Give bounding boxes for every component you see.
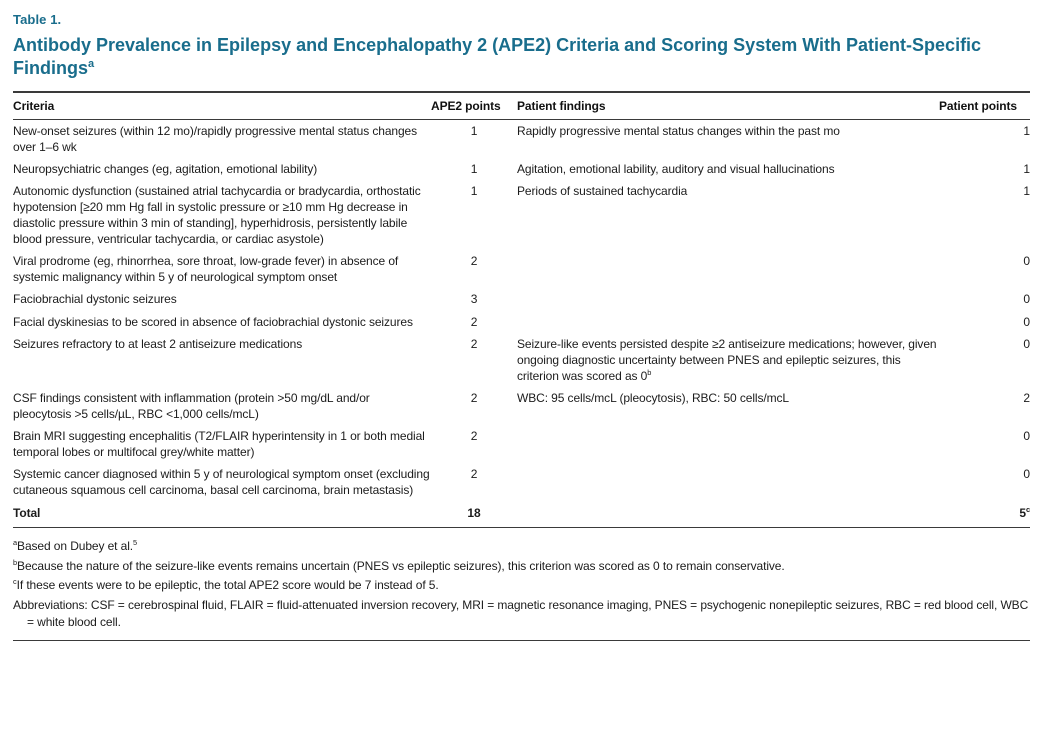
- table-row: [13, 288, 1030, 310]
- patient-findings-cell: [517, 463, 939, 501]
- column-header-patient-findings: Patient findings: [517, 92, 939, 120]
- total-patient-points-cell: [939, 501, 1030, 528]
- criteria-cell: Systemic cancer diagnosed within 5 y of neurological symptom onset (excluding cutaneous squamous cell carcinoma, basal cell carcinoma, brain metastasis): [13, 467, 430, 498]
- table-title: [13, 34, 998, 81]
- column-header-patient-points: Patient points: [939, 92, 1030, 120]
- criteria-cell: Seizures refractory to at least 2 antiseizure medications: [13, 336, 303, 351]
- table-row: [13, 311, 1030, 333]
- patient-findings-cell: Agitation, emotional lability, auditory and visual hallucinations: [517, 161, 835, 176]
- criteria-cell: Facial dyskinesias to be scored in absence of faciobrachial dystonic seizures: [13, 314, 413, 329]
- footnote-marker-b: b: [647, 367, 652, 377]
- ape2-points-cell: 1: [470, 184, 478, 199]
- title-footnote-marker: a: [88, 58, 95, 71]
- patient-findings-cell: [517, 250, 939, 288]
- patient-points-cell: 0: [1023, 254, 1030, 269]
- column-header-criteria: Criteria: [13, 92, 431, 120]
- total-label-cell: Total: [13, 501, 431, 528]
- table-row: [13, 180, 1030, 250]
- criteria-cell: New-onset seizures (within 12 mo)/rapidly progressive mental status changes over 1–6 wk: [13, 123, 418, 154]
- criteria-cell: Brain MRI suggesting encephalitis (T2/FLAIR hyperintensity in 1 or both medial temporal lobes or multifocal grey/white matter): [13, 429, 425, 460]
- total-ape2-points-cell: 18: [431, 501, 517, 528]
- table-title-text: Antibody Prevalence in Epilepsy and Encephalopathy 2 (APE2) Criteria and Scoring System With Patient-Specific Findings: [13, 35, 982, 79]
- footnote-c: [13, 577, 1030, 594]
- criteria-cell: Autonomic dysfunction (sustained atrial tachycardia or bradycardia, orthostatic hypotension [≥20 mm Hg fall in systolic pressure or ≥10 mm Hg decrease in diastolic pressure within 3 min of standing], hyperhidrosis, persistently labile blood pressure, ventricular tachycardia, or cardiac asystole): [13, 184, 421, 247]
- footnote-b-text: Because the nature of the seizure-like events remains uncertain (PNES vs epileptic seizures), this criterion was scored as 0 to remain conservative.: [17, 558, 785, 573]
- patient-findings-cell: WBC: 95 cells/mcL (pleocytosis), RBC: 50 cells/mcL: [517, 390, 789, 405]
- table-header: [13, 92, 1030, 120]
- table-row: [13, 158, 1030, 180]
- table-total-row: [13, 501, 1030, 528]
- patient-points-cell: 1: [1023, 184, 1030, 199]
- table-header-row: [13, 92, 1030, 120]
- patient-findings-cell: [517, 333, 939, 387]
- ape2-points-cell: 1: [470, 123, 478, 138]
- patient-findings-cell: Rapidly progressive mental status changes within the past mo: [517, 123, 840, 138]
- footnote-c-text: If these events were to be epileptic, the total APE2 score would be 7 instead of 5.: [16, 578, 439, 593]
- table-row: [13, 119, 1030, 158]
- table-row: [13, 463, 1030, 501]
- table-body: [13, 119, 1030, 528]
- patient-points-cell: 0: [1023, 429, 1030, 444]
- patient-points-cell: 1: [1023, 161, 1030, 176]
- ape2-points-cell: 3: [470, 292, 478, 307]
- figure-bottom-rule: [13, 640, 1030, 641]
- patient-points-cell: 0: [1023, 336, 1030, 351]
- patient-findings-cell: [517, 288, 939, 310]
- footnote-b: [13, 558, 1030, 575]
- total-findings-cell: [517, 501, 939, 528]
- footnote-c-marker: c: [13, 577, 17, 587]
- criteria-cell: Neuropsychiatric changes (eg, agitation, emotional lability): [13, 161, 318, 176]
- patient-points-cell: 0: [1023, 292, 1030, 307]
- patient-points-cell: 2: [1023, 390, 1030, 405]
- ape2-points-cell: 2: [470, 254, 478, 269]
- ape2-points-cell: 2: [470, 429, 478, 444]
- table-row: [13, 387, 1030, 425]
- patient-points-cell: 0: [1023, 314, 1030, 329]
- patient-findings-cell: [517, 425, 939, 463]
- criteria-cell: Viral prodrome (eg, rhinorrhea, sore throat, low-grade fever) in absence of systemic malignancy within 5 y of neurological symptom onset: [13, 254, 399, 285]
- ape2-points-cell: 2: [470, 390, 478, 405]
- ape2-points-cell: 2: [470, 336, 478, 351]
- ape2-points-cell: 2: [470, 314, 478, 329]
- column-header-ape2-points: APE2 points: [431, 92, 517, 120]
- table-row: [13, 333, 1030, 387]
- reference-marker-5: 5: [133, 538, 138, 548]
- footnote-abbreviations-text: Abbreviations: CSF = cerebrospinal fluid, FLAIR = fluid-attenuated inversion recovery, MRI = magnetic resonance imaging, PNES = psychogenic nonepileptic seizures, RBC = red blood cell, WBC = white blood cell.: [13, 597, 1029, 629]
- patient-points-cell: 0: [1023, 467, 1030, 482]
- footnote-abbreviations: [13, 597, 1030, 632]
- criteria-cell: CSF findings consistent with inflammation (protein >50 mg/dL and/or pleocytosis >5 cells/µL, RBC <1,000 cells/mcL): [13, 390, 370, 421]
- criteria-cell: Faciobrachial dystonic seizures: [13, 292, 177, 307]
- ape2-points-cell: 2: [470, 467, 478, 482]
- table-row: [13, 425, 1030, 463]
- footnotes-section: [13, 538, 1030, 631]
- patient-findings-text: Seizure-like events persisted despite ≥2 antiseizure medications; however, given ongoing diagnostic uncertainty between PNES and epileptic seizures, this criterion was scored as 0: [517, 336, 937, 383]
- ape2-points-cell: 1: [470, 161, 478, 176]
- footnote-a-text: Based on Dubey et al.: [17, 539, 134, 554]
- patient-points-cell: 1: [1023, 123, 1030, 138]
- ape2-criteria-table: [13, 91, 1030, 529]
- footnote-a: [13, 538, 1030, 555]
- patient-findings-cell: [517, 311, 939, 333]
- footnote-marker-c: c: [1025, 505, 1030, 515]
- table-row: [13, 250, 1030, 288]
- total-patient-points-value: 5: [1019, 506, 1026, 521]
- footnote-a-marker: a: [13, 538, 18, 548]
- patient-findings-cell: Periods of sustained tachycardia: [517, 184, 688, 199]
- footnote-b-marker: b: [13, 557, 18, 567]
- table-number-label: Table 1.: [13, 12, 62, 27]
